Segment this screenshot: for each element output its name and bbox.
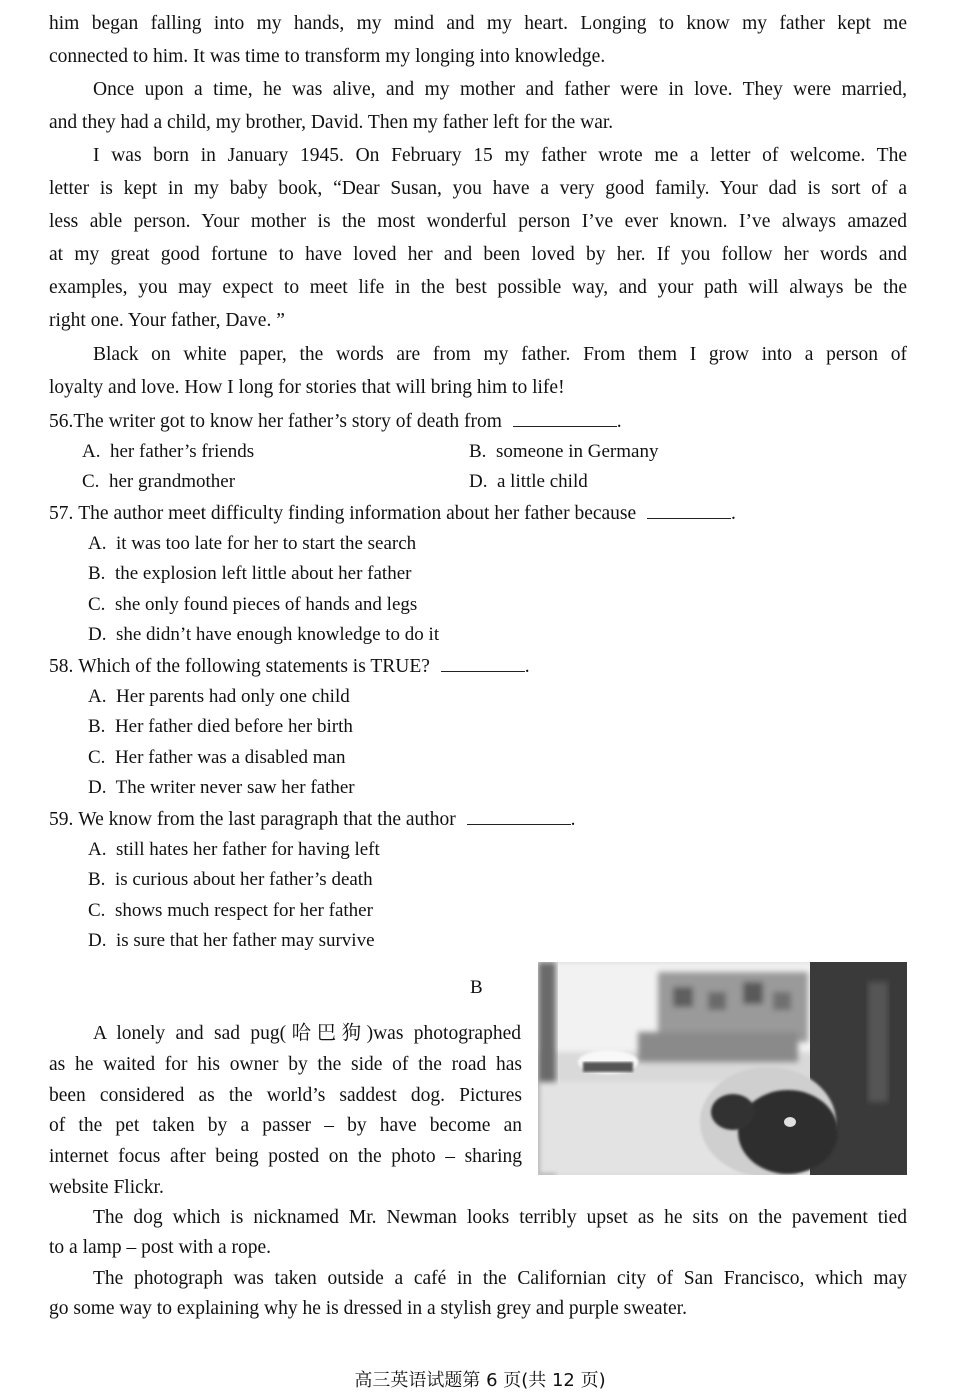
answer-blank (513, 410, 617, 427)
question-number: 57. (49, 503, 74, 524)
question-end: . (731, 503, 736, 524)
option-c (82, 471, 235, 493)
pug-photo-image (538, 962, 907, 1175)
question-57 (49, 502, 736, 525)
option-label: D. (88, 777, 107, 798)
question-stem: The author meet difficulty finding information about her father because (78, 503, 637, 524)
passage-b-line: The photograph was taken outside a café in the Californian city of San Francisco, which may (93, 1268, 907, 1289)
option-text: still hates her father for having left (115, 839, 380, 860)
option-c (88, 594, 417, 616)
passage-b-line: go some way to explaining why he is dressed in a stylish grey and purple sweater. (49, 1298, 687, 1319)
option-b (88, 716, 353, 738)
option-text: shows much respect for her father (114, 900, 373, 921)
passage-line: at my great good fortune to have loved her and been loved by her. If you follow her words and (49, 244, 907, 265)
option-b (88, 563, 411, 585)
option-d (88, 930, 375, 952)
option-d (88, 624, 439, 646)
option-label: D. (469, 471, 488, 492)
option-text: she only found pieces of hands and legs (114, 594, 418, 615)
option-c (88, 747, 345, 769)
answer-blank (647, 502, 731, 519)
question-56 (49, 410, 622, 433)
passage-line: less able person. Your mother is the most wonderful person I’ve ever known. I’ve always amazed (49, 211, 907, 232)
passage-line: connected to him. It was time to transform my longing into knowledge. (49, 46, 606, 67)
passage-line: right one. Your father, Dave. ” (49, 310, 285, 331)
question-stem: We know from the last paragraph that the author (78, 809, 456, 830)
passage-line: I was born in January 1945. On February 15 my father wrote me a letter of welcome. The (93, 145, 907, 166)
option-text: she didn’t have enough knowledge to do it (115, 624, 440, 645)
option-a (88, 839, 380, 861)
option-text: Her parents had only one child (115, 686, 350, 707)
option-label: A. (82, 441, 101, 462)
option-text: the explosion left little about her father (114, 563, 412, 584)
question-number: 58. (49, 656, 74, 677)
option-d (469, 471, 588, 493)
passage-line: Once upon a time, he was alive, and my mother and father were in love. They were married, (93, 79, 907, 100)
question-number: 56. (49, 411, 74, 432)
page-footer: 高三英语试题第 6 页(共 12 页) (354, 1370, 606, 1391)
option-b (88, 869, 373, 891)
passage-b-line: as he waited for his owner by the side of the road has (49, 1054, 522, 1075)
passage-line: and they had a child, my brother, David. Then my father left for the war. (49, 112, 614, 133)
option-label: B. (88, 716, 106, 737)
option-a (88, 686, 350, 708)
option-text: Her father was a disabled man (114, 747, 346, 768)
option-label: D. (88, 930, 107, 951)
option-a (88, 533, 416, 555)
option-label: B. (469, 441, 487, 462)
option-label: C. (82, 471, 100, 492)
option-label: D. (88, 624, 107, 645)
answer-blank (441, 655, 525, 672)
option-label: A. (88, 533, 107, 554)
option-c (88, 900, 373, 922)
option-text: it was too late for her to start the search (115, 533, 417, 554)
passage-b-line: A lonely and sad pug(哈巴狗)was photographed (93, 1023, 521, 1044)
option-text: is sure that her father may survive (115, 930, 375, 951)
passage-b-line: of the pet taken by a passer – by have become an (49, 1115, 522, 1136)
option-label: A. (88, 839, 107, 860)
option-text: her father’s friends (109, 441, 255, 462)
section-heading-b: B (470, 977, 483, 998)
option-label: B. (88, 869, 106, 890)
option-text: is curious about her father’s death (114, 869, 373, 890)
option-b (469, 441, 658, 463)
answer-blank (467, 808, 571, 825)
option-label: C. (88, 594, 106, 615)
question-number: 59. (49, 809, 74, 830)
option-label: A. (88, 686, 107, 707)
option-text: her grandmother (108, 471, 236, 492)
option-label: C. (88, 900, 106, 921)
passage-b-line: internet focus after being posted on the photo – sharing (49, 1146, 522, 1167)
passage-line: him began falling into my hands, my mind and my heart. Longing to know my father kept me (49, 13, 907, 34)
option-label: C. (88, 747, 106, 768)
passage-b-line: website Flickr. (49, 1177, 164, 1198)
question-end: . (570, 809, 576, 830)
option-text: someone in Germany (495, 441, 659, 462)
option-text: a little child (496, 471, 588, 492)
question-58 (49, 655, 530, 678)
option-text: The writer never saw her father (115, 777, 355, 798)
question-end: . (616, 411, 622, 432)
question-stem: Which of the following statements is TRUE? (78, 656, 430, 677)
passage-line: letter is kept in my baby book, “Dear Susan, you have a very good family. Your dad is sort of a (49, 178, 907, 199)
passage-line: Black on white paper, the words are from my father. From them I grow into a person of (93, 344, 907, 365)
passage-b-line: to a lamp – post with a rope. (49, 1237, 272, 1258)
question-59 (49, 808, 575, 831)
option-d (88, 777, 355, 799)
passage-line: loyalty and love. How I long for stories that will bring him to life! (49, 377, 565, 398)
question-stem: The writer got to know her father’s story of death from (73, 411, 502, 432)
option-label: B. (88, 563, 106, 584)
option-text: Her father died before her birth (114, 716, 353, 737)
question-end: . (524, 656, 530, 677)
option-a (82, 441, 254, 463)
pug-photo (538, 962, 907, 1175)
passage-b-line: been considered as the world’s saddest dog. Pictures (49, 1085, 522, 1106)
passage-line: examples, you may expect to meet life in the best possible way, and your path will always be the (49, 277, 907, 298)
passage-b-line: The dog which is nicknamed Mr. Newman looks terribly upset as he sits on the pavement tied (93, 1207, 907, 1228)
